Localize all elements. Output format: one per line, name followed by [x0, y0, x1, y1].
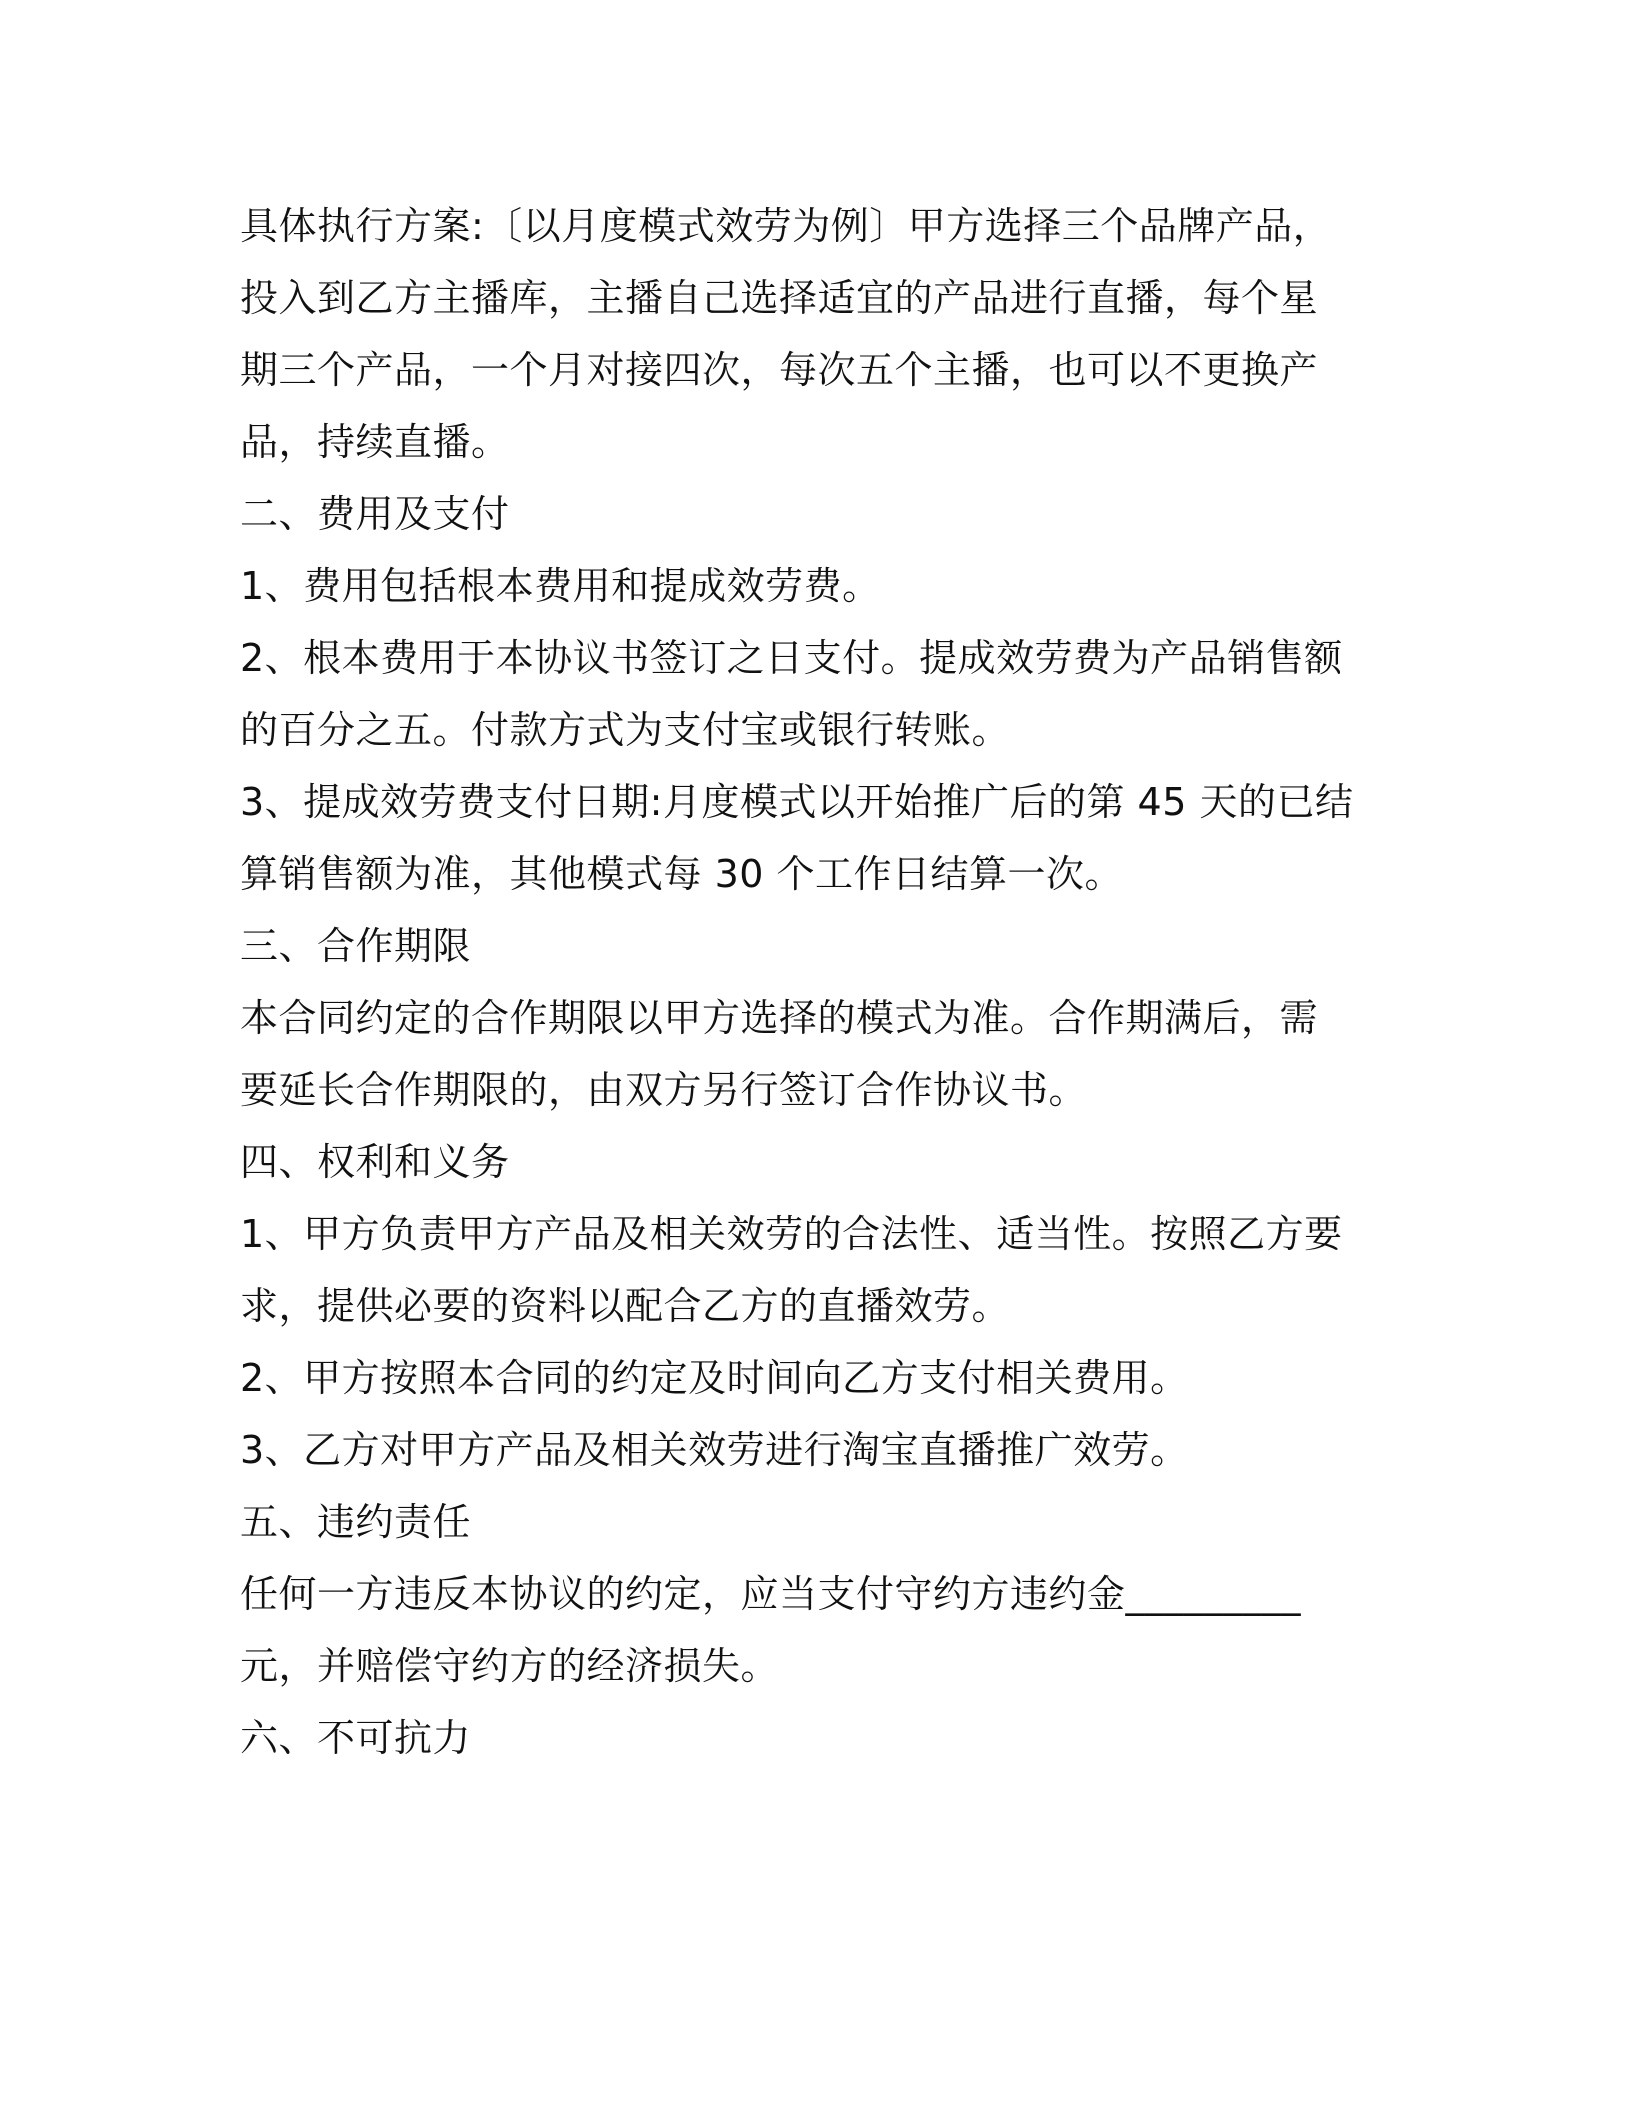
- text-line-fees-2b: 的百分之五。付款方式为支付宝或银行转账。: [240, 708, 1011, 752]
- text-line-plan-1: 具体执行方案:〔以月度模式效劳为例〕甲方选择三个品牌产品，: [240, 204, 1332, 248]
- section-heading-fees: 二、费用及支付: [240, 492, 510, 536]
- section-heading-term: 三、合作期限: [240, 924, 472, 968]
- section-heading-breach: 五、违约责任: [240, 1500, 472, 1544]
- text-line-plan-3: 期三个产品，一个月对接四次，每次五个主播，也可以不更换产: [240, 348, 1319, 392]
- text-line-rights-1b: 求，提供必要的资料以配合乙方的直播效劳。: [240, 1284, 1011, 1328]
- text-line-rights-1a: 1、甲方负责甲方产品及相关效劳的合法性、适当性。按照乙方要: [240, 1212, 1343, 1256]
- text-line-fees-3b: 算销售额为准，其他模式每 30 个工作日结算一次。: [240, 852, 1124, 896]
- section-heading-force-majeure: 六、不可抗力: [240, 1716, 472, 1760]
- section-heading-rights: 四、权利和义务: [240, 1140, 510, 1184]
- text-line-term-2: 要延长合作期限的，由双方另行签订合作协议书。: [240, 1068, 1088, 1112]
- text-line-plan-2: 投入到乙方主播库，主播自己选择适宜的产品进行直播，每个星: [240, 276, 1319, 320]
- text-line-term-1: 本合同约定的合作期限以甲方选择的模式为准。合作期满后，需: [240, 996, 1319, 1040]
- text-line-plan-4: 品，持续直播。: [240, 420, 510, 464]
- text-line-fees-3a: 3、提成效劳费支付日期:月度模式以开始推广后的第 45 天的已结: [240, 780, 1354, 824]
- document-body: [240, 190, 1390, 1774]
- text-line-fees-1: 1、费用包括根本费用和提成效劳费。: [240, 564, 881, 608]
- text-line-breach-2: 元，并赔偿守约方的经济损失。: [240, 1644, 780, 1688]
- text-line-fees-2a: 2、根本费用于本协议书签订之日支付。提成效劳费为产品销售额: [240, 636, 1343, 680]
- text-line-rights-2: 2、甲方按照本合同的约定及时间向乙方支付相关费用。: [240, 1356, 1189, 1400]
- text-line-breach-1: 任何一方违反本协议的约定，应当支付守约方违约金_________: [240, 1572, 1302, 1616]
- text-line-rights-3: 3、乙方对甲方产品及相关效劳进行淘宝直播推广效劳。: [240, 1428, 1189, 1472]
